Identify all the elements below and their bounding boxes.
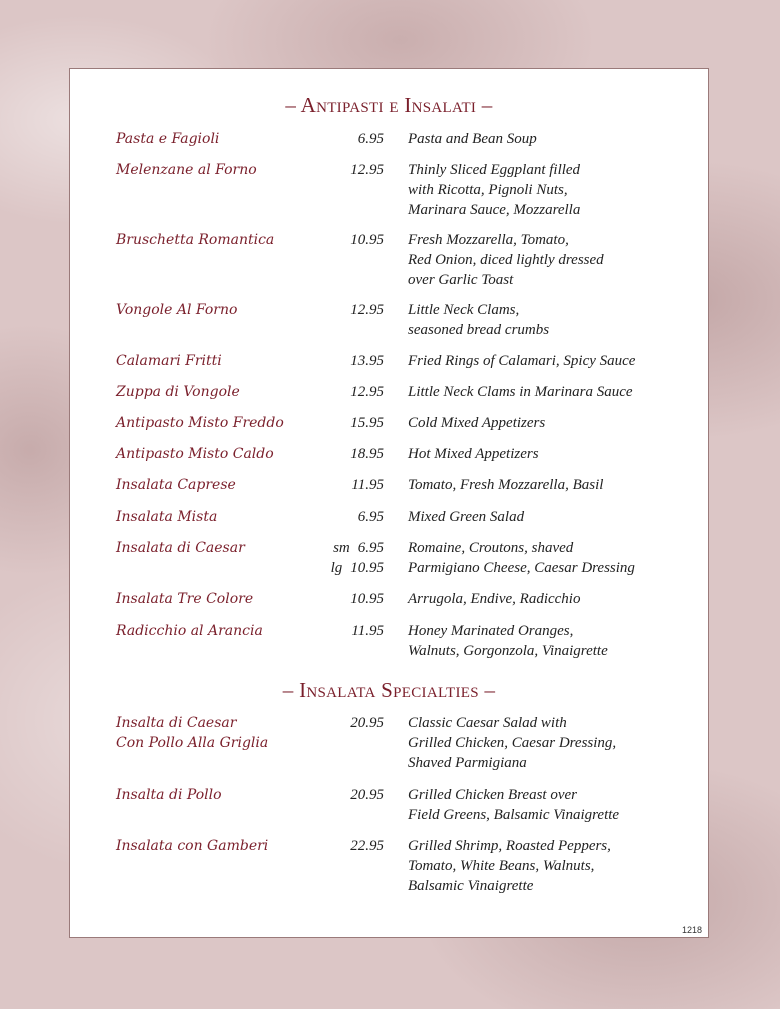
- section-title-antipasti: – Antipasti e Insalati –: [285, 93, 493, 117]
- item-name: Insalata con Gamberi: [116, 838, 269, 854]
- item-name: Pasta e Fagioli: [116, 131, 220, 147]
- section-title-insalata-specialties: – Insalata Specialties –: [282, 678, 496, 702]
- item-description: Thinly Sliced Eggplant filled with Ricotta, Pignoli Nuts, Marinara Sauce, Mozzarella: [408, 162, 581, 218]
- item-name: Calamari Fritti: [116, 353, 222, 369]
- item-name: Vongole Al Forno: [116, 302, 238, 318]
- item-description: Romaine, Croutons, shaved Parmigiano Cheese, Caesar Dressing: [408, 540, 635, 576]
- menu-panel: [69, 68, 709, 938]
- item-description: Arrugola, Endive, Radicchio: [408, 591, 581, 607]
- item-price: 12.95: [350, 162, 384, 178]
- item-name: Insalta di Caesar Con Pollo Alla Griglia: [116, 715, 269, 751]
- item-description: Classic Caesar Salad with Grilled Chicken, Caesar Dressing, Shaved Parmigiana: [408, 715, 617, 771]
- item-name: Antipasto Misto Freddo: [116, 415, 284, 431]
- item-name: Antipasto Misto Caldo: [116, 446, 274, 462]
- item-price: 22.95: [350, 838, 384, 854]
- item-name: Bruschetta Romantica: [116, 232, 275, 248]
- item-description: Tomato, Fresh Mozzarella, Basil: [408, 477, 604, 493]
- item-price: 18.95: [350, 446, 384, 462]
- item-description: Hot Mixed Appetizers: [408, 446, 539, 462]
- item-price: 11.95: [351, 477, 384, 493]
- item-name: Insalata Mista: [116, 509, 218, 525]
- item-name: Insalata Tre Colore: [116, 591, 254, 607]
- item-price: 12.95: [350, 384, 384, 400]
- size-label: lg: [330, 560, 343, 576]
- item-price: 6.95: [357, 509, 384, 525]
- item-description: Little Neck Clams, seasoned bread crumbs: [408, 302, 550, 338]
- item-name: Zuppa di Vongole: [116, 384, 240, 400]
- item-description: Mixed Green Salad: [408, 509, 525, 525]
- item-price: sm 6.95 lg 10.95: [330, 540, 384, 576]
- item-price: 11.95: [351, 623, 384, 639]
- item-description: Fresh Mozzarella, Tomato, Red Onion, diced lightly dressed over Garlic Toast: [408, 232, 604, 288]
- item-price: 10.95: [350, 232, 384, 248]
- item-price: 6.95: [357, 131, 384, 147]
- item-price: 10.95: [350, 591, 384, 607]
- item-price: 15.95: [350, 415, 384, 431]
- item-description: Honey Marinated Oranges, Walnuts, Gorgonzola, Vinaigrette: [408, 623, 608, 659]
- item-description: Grilled Chicken Breast over Field Greens, Balsamic Vinaigrette: [408, 787, 620, 823]
- item-name: Insalta di Pollo: [116, 787, 222, 803]
- item-name: Insalata Caprese: [116, 477, 236, 493]
- item-price: 13.95: [350, 353, 384, 369]
- item-description: Pasta and Bean Soup: [408, 131, 537, 147]
- item-name: Melenzane al Forno: [116, 162, 257, 178]
- item-price: 20.95: [350, 787, 384, 803]
- item-description: Grilled Shrimp, Roasted Peppers, Tomato, White Beans, Walnuts, Balsamic Vinaigrette: [408, 838, 611, 894]
- item-name: Insalata di Caesar: [116, 540, 245, 556]
- page-number: 1218: [681, 925, 702, 935]
- item-price: 20.95: [350, 715, 384, 731]
- item-description: Fried Rings of Calamari, Spicy Sauce: [408, 353, 636, 369]
- size-label: sm: [333, 540, 350, 556]
- item-name: Radicchio al Arancia: [116, 623, 263, 639]
- item-description: Little Neck Clams in Marinara Sauce: [408, 384, 633, 400]
- item-price: 12.95: [350, 302, 384, 318]
- item-description: Cold Mixed Appetizers: [408, 415, 546, 431]
